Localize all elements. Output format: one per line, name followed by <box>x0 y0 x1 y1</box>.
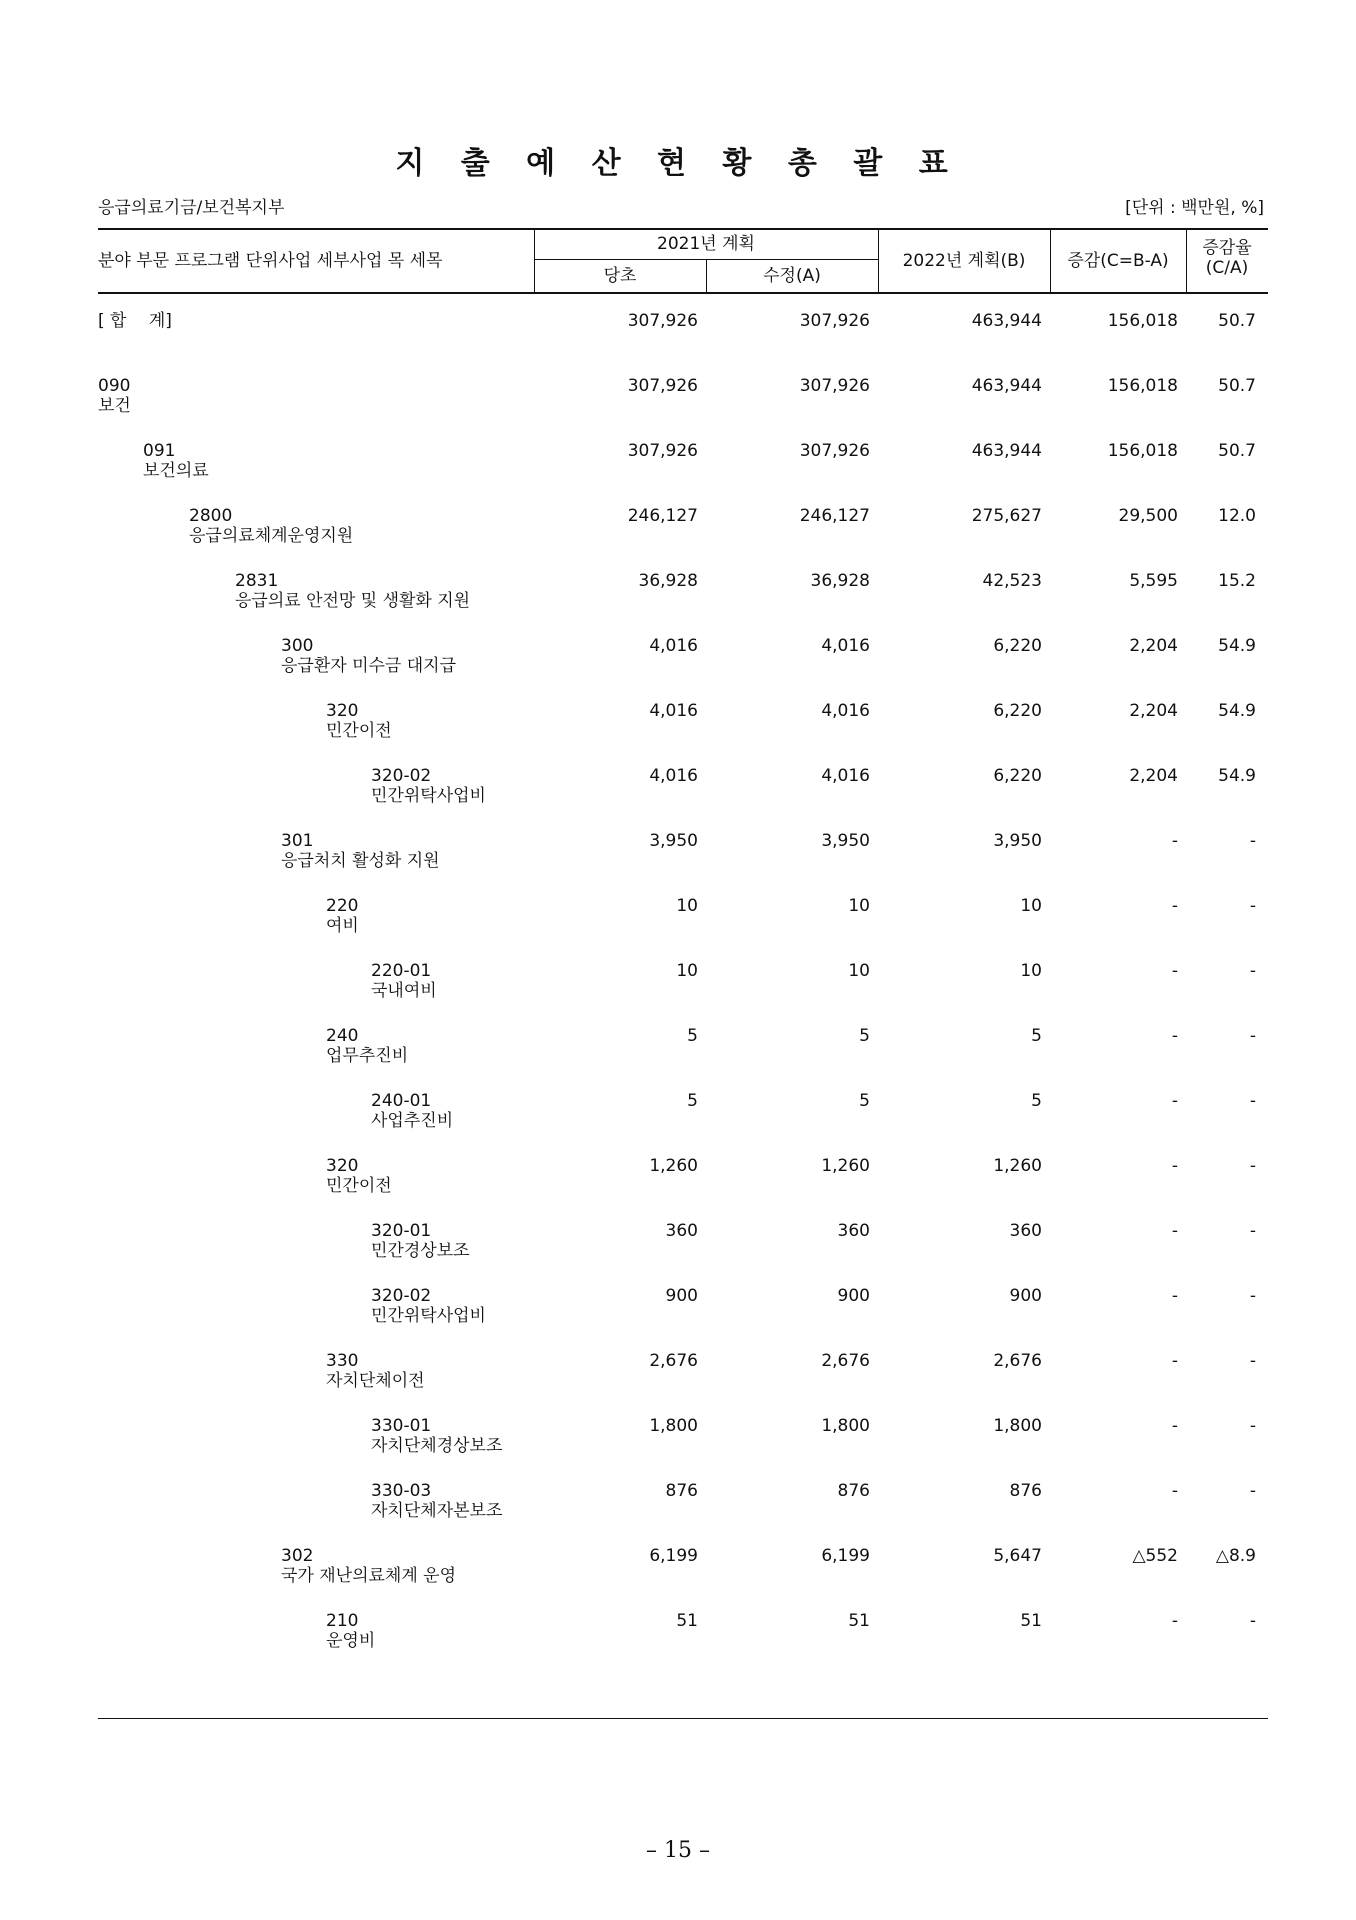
row-rate: - <box>1249 1351 1256 1371</box>
row-revised: 10 <box>848 896 870 916</box>
row-code: 320-01 <box>371 1221 432 1241</box>
row-plan-2022: 3,950 <box>993 831 1042 851</box>
row-change: 2,204 <box>1129 701 1178 721</box>
row-change: - <box>1171 1156 1178 1176</box>
fund-ministry-label: 응급의료기금/보건복지부 <box>98 198 285 218</box>
row-code: 330 <box>326 1351 359 1371</box>
table-row <box>0 506 1356 566</box>
row-name: 보건의료 <box>143 461 209 481</box>
table-row <box>0 961 1356 1021</box>
row-name: 자치단체경상보조 <box>371 1436 503 1456</box>
row-rate: 15.2 <box>1218 571 1256 591</box>
row-name: 민간위탁사업비 <box>371 786 486 806</box>
row-plan-2022: 2,676 <box>993 1351 1042 1371</box>
row-name: 국가 재난의료체계 운영 <box>281 1566 457 1586</box>
row-change: - <box>1171 1221 1178 1241</box>
row-rate: △8.9 <box>1215 1546 1256 1566</box>
row-change: △552 <box>1132 1546 1178 1566</box>
row-change: - <box>1171 1416 1178 1436</box>
row-initial: 876 <box>665 1481 698 1501</box>
row-name: 보건 <box>98 396 131 416</box>
table-row <box>0 1351 1356 1411</box>
row-code: 090 <box>98 376 131 396</box>
total-row <box>0 311 1356 371</box>
total-label: [ 합 계] <box>98 311 172 331</box>
header-change: 증감(C=B-A) <box>1067 251 1169 271</box>
row-name: 민간경상보조 <box>371 1241 470 1261</box>
row-initial: 5 <box>687 1091 698 1111</box>
row-plan-2022: 10 <box>1020 961 1042 981</box>
row-plan-2022: 1,800 <box>993 1416 1042 1436</box>
row-initial: 51 <box>676 1611 698 1631</box>
row-plan-2022: 6,220 <box>993 766 1042 786</box>
row-revised: 876 <box>837 1481 870 1501</box>
row-code: 300 <box>281 636 314 656</box>
row-name: 업무추진비 <box>326 1046 409 1066</box>
row-change: 5,595 <box>1129 571 1178 591</box>
row-initial: 900 <box>665 1286 698 1306</box>
total-initial: 307,926 <box>627 311 698 331</box>
row-rate: - <box>1249 1286 1256 1306</box>
header-bottom-rule <box>98 292 1268 294</box>
row-revised: 51 <box>848 1611 870 1631</box>
row-name: 응급의료체계운영지원 <box>189 526 354 546</box>
row-rate: - <box>1249 1416 1256 1436</box>
header-2022-plan: 2022년 계획(B) <box>902 251 1026 271</box>
header-category: 분야 부문 프로그램 단위사업 세부사업 목 세목 <box>98 251 443 271</box>
row-rate: - <box>1249 1611 1256 1631</box>
row-rate: - <box>1249 896 1256 916</box>
row-name: 응급환자 미수금 대지급 <box>281 656 457 676</box>
row-revised: 4,016 <box>821 766 870 786</box>
row-name: 자치단체자본보조 <box>371 1501 503 1521</box>
table-row <box>0 376 1356 436</box>
row-name: 민간위탁사업비 <box>371 1306 486 1326</box>
row-change: - <box>1171 1481 1178 1501</box>
table-row <box>0 1221 1356 1281</box>
row-code: 320 <box>326 1156 359 1176</box>
row-initial: 307,926 <box>627 376 698 396</box>
table-row <box>0 1611 1356 1671</box>
row-rate: - <box>1249 1091 1256 1111</box>
row-plan-2022: 360 <box>1009 1221 1042 1241</box>
row-revised: 4,016 <box>821 701 870 721</box>
row-code: 240-01 <box>371 1091 432 1111</box>
row-change: - <box>1171 1026 1178 1046</box>
row-initial: 3,950 <box>649 831 698 851</box>
row-code: 091 <box>143 441 176 461</box>
row-plan-2022: 5 <box>1031 1091 1042 1111</box>
row-plan-2022: 463,944 <box>971 376 1042 396</box>
row-change: - <box>1171 1286 1178 1306</box>
row-plan-2022: 10 <box>1020 896 1042 916</box>
table-row <box>0 1091 1356 1151</box>
row-code: 320-02 <box>371 1286 432 1306</box>
row-name: 여비 <box>326 916 359 936</box>
table-row <box>0 1156 1356 1216</box>
table-row <box>0 766 1356 826</box>
table-row <box>0 636 1356 696</box>
row-revised: 246,127 <box>799 506 870 526</box>
row-revised: 2,676 <box>821 1351 870 1371</box>
table-row <box>0 441 1356 501</box>
row-change: - <box>1171 831 1178 851</box>
row-change: - <box>1171 1611 1178 1631</box>
row-plan-2022: 42,523 <box>982 571 1042 591</box>
row-change: - <box>1171 1351 1178 1371</box>
page-number: – 15 – <box>646 1838 710 1863</box>
row-rate: - <box>1249 961 1256 981</box>
row-initial: 10 <box>676 961 698 981</box>
row-code: 320-02 <box>371 766 432 786</box>
row-rate: - <box>1249 1026 1256 1046</box>
row-revised: 900 <box>837 1286 870 1306</box>
row-plan-2022: 876 <box>1009 1481 1042 1501</box>
row-revised: 4,016 <box>821 636 870 656</box>
table-row <box>0 1416 1356 1476</box>
row-initial: 4,016 <box>649 766 698 786</box>
row-plan-2022: 6,220 <box>993 636 1042 656</box>
row-initial: 4,016 <box>649 701 698 721</box>
row-code: 301 <box>281 831 314 851</box>
row-initial: 36,928 <box>638 571 698 591</box>
row-initial: 1,260 <box>649 1156 698 1176</box>
row-rate: 54.9 <box>1218 701 1256 721</box>
row-change: 2,204 <box>1129 636 1178 656</box>
row-change: - <box>1171 961 1178 981</box>
row-plan-2022: 463,944 <box>971 441 1042 461</box>
table-row <box>0 1026 1356 1086</box>
row-initial: 246,127 <box>627 506 698 526</box>
row-initial: 10 <box>676 896 698 916</box>
row-revised: 360 <box>837 1221 870 1241</box>
table-row <box>0 1546 1356 1606</box>
total-plan-2022: 463,944 <box>971 311 1042 331</box>
row-rate: 50.7 <box>1218 441 1256 461</box>
row-rate: 12.0 <box>1218 506 1256 526</box>
row-initial: 6,199 <box>649 1546 698 1566</box>
table-row <box>0 1286 1356 1346</box>
row-initial: 307,926 <box>627 441 698 461</box>
row-change: - <box>1171 1091 1178 1111</box>
row-code: 220 <box>326 896 359 916</box>
row-change: - <box>1171 896 1178 916</box>
table-row <box>0 896 1356 956</box>
row-code: 330-03 <box>371 1481 432 1501</box>
row-initial: 4,016 <box>649 636 698 656</box>
row-revised: 307,926 <box>799 376 870 396</box>
row-revised: 307,926 <box>799 441 870 461</box>
row-code: 330-01 <box>371 1416 432 1436</box>
row-initial: 2,676 <box>649 1351 698 1371</box>
header-initial: 당초 <box>603 266 637 286</box>
header-2021-plan: 2021년 계획 <box>657 234 755 254</box>
row-revised: 5 <box>859 1026 870 1046</box>
row-name: 응급처치 활성화 지원 <box>281 851 440 871</box>
row-code: 210 <box>326 1611 359 1631</box>
page-title: 지 출 예 산 현 황 총 괄 표 <box>395 146 961 181</box>
row-initial: 1,800 <box>649 1416 698 1436</box>
row-initial: 5 <box>687 1026 698 1046</box>
row-change: 2,204 <box>1129 766 1178 786</box>
row-code: 2800 <box>189 506 233 526</box>
row-plan-2022: 5,647 <box>993 1546 1042 1566</box>
row-plan-2022: 51 <box>1020 1611 1042 1631</box>
row-rate: - <box>1249 1221 1256 1241</box>
row-initial: 360 <box>665 1221 698 1241</box>
unit-label: [단위 : 백만원, %] <box>1125 198 1264 218</box>
row-rate: - <box>1249 1156 1256 1176</box>
row-plan-2022: 900 <box>1009 1286 1042 1306</box>
table-row <box>0 1481 1356 1541</box>
row-plan-2022: 275,627 <box>971 506 1042 526</box>
row-plan-2022: 1,260 <box>993 1156 1042 1176</box>
table-row <box>0 571 1356 631</box>
row-name: 국내여비 <box>371 981 437 1001</box>
row-revised: 5 <box>859 1091 870 1111</box>
row-revised: 1,800 <box>821 1416 870 1436</box>
row-revised: 10 <box>848 961 870 981</box>
row-code: 302 <box>281 1546 314 1566</box>
row-code: 320 <box>326 701 359 721</box>
row-change: 29,500 <box>1118 506 1178 526</box>
row-code: 220-01 <box>371 961 432 981</box>
row-change: 156,018 <box>1107 441 1178 461</box>
total-rate: 50.7 <box>1218 311 1256 331</box>
table-row <box>0 831 1356 891</box>
row-revised: 3,950 <box>821 831 870 851</box>
row-name: 사업추진비 <box>371 1111 454 1131</box>
header-rate-line2: (C/A) <box>1205 258 1249 278</box>
row-rate: 50.7 <box>1218 376 1256 396</box>
row-rate: - <box>1249 1481 1256 1501</box>
row-name: 응급의료 안전망 및 생활화 지원 <box>235 591 471 611</box>
row-name: 자치단체이전 <box>326 1371 425 1391</box>
row-name: 민간이전 <box>326 721 392 741</box>
row-code: 2831 <box>235 571 279 591</box>
row-name: 민간이전 <box>326 1176 392 1196</box>
row-plan-2022: 5 <box>1031 1026 1042 1046</box>
table-bottom-rule <box>98 1718 1268 1719</box>
row-plan-2022: 6,220 <box>993 701 1042 721</box>
row-code: 240 <box>326 1026 359 1046</box>
row-change: 156,018 <box>1107 376 1178 396</box>
table-row <box>0 701 1356 761</box>
row-rate: 54.9 <box>1218 636 1256 656</box>
header-rate-line1: 증감율 <box>1202 238 1252 258</box>
total-change: 156,018 <box>1107 311 1178 331</box>
total-revised: 307,926 <box>799 311 870 331</box>
row-revised: 1,260 <box>821 1156 870 1176</box>
row-rate: 54.9 <box>1218 766 1256 786</box>
header-revised: 수정(A) <box>763 266 821 286</box>
row-revised: 36,928 <box>810 571 870 591</box>
row-revised: 6,199 <box>821 1546 870 1566</box>
row-rate: - <box>1249 831 1256 851</box>
row-name: 운영비 <box>326 1631 376 1651</box>
header-top-rule <box>98 228 1268 230</box>
